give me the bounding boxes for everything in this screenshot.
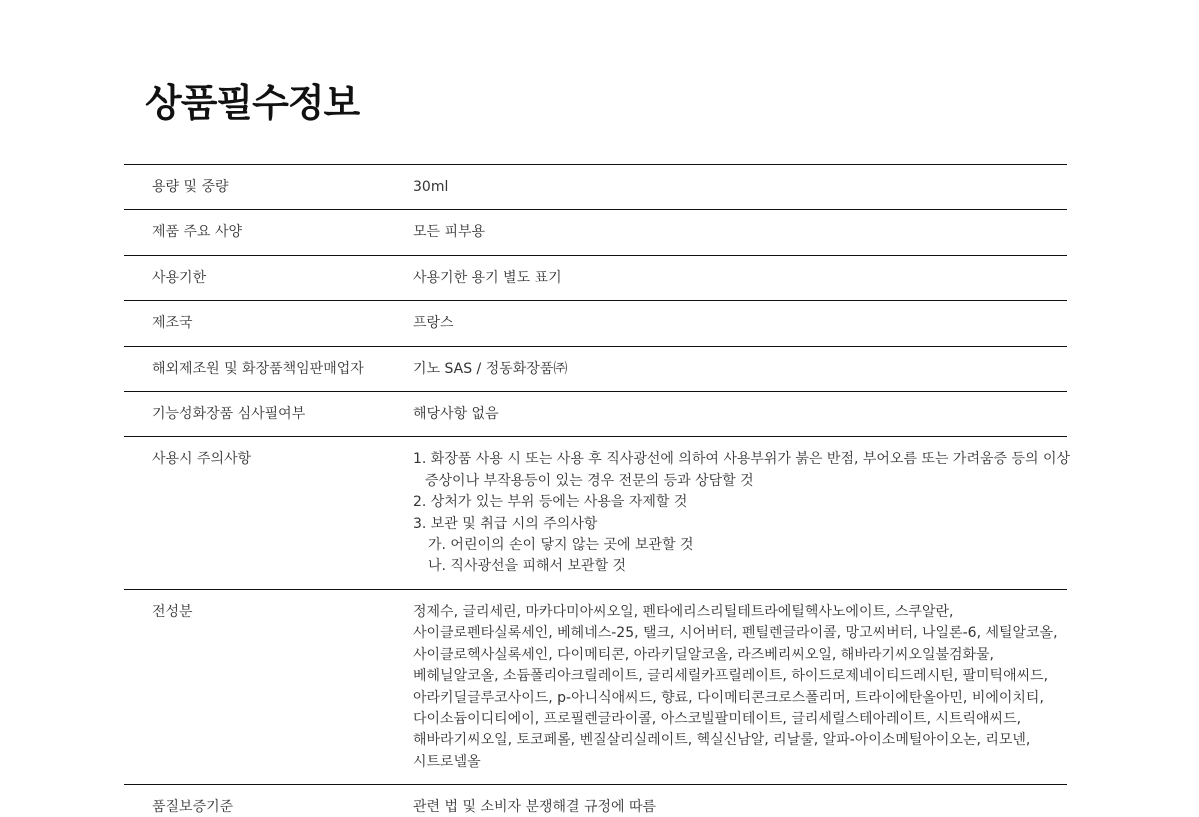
row-value-line: 사이클로헥사실록세인, 다이메티콘, 아라키딜알코올, 라즈베리씨오일, 해바라기씨오일불검화물, [413, 646, 995, 663]
row-value-line: 시트로넬올 [413, 753, 481, 770]
table-row [124, 301, 1067, 346]
row-value-line: 관련 법 및 소비자 분쟁해결 규정에 따름 [413, 799, 657, 816]
row-value [413, 313, 1067, 334]
row-value-line: 아라키딜글루코사이드, p-아니식애씨드, 향료, 다이메티콘크로스폴리머, 트라이에탄올아민, 비에이치티, [413, 689, 1044, 706]
row-value [413, 602, 1067, 773]
row-label: 해외제조원 및 화장품책임판매업자 [152, 360, 364, 377]
table-row [124, 210, 1067, 255]
row-label: 제조국 [152, 315, 193, 332]
row-value-line: 다이소듐이디티에이, 프로필렌글라이콜, 아스코빌팔미테이트, 글리세릴스테아레이트, 시트릭애씨드, [413, 710, 1022, 727]
product-info-table [124, 164, 1071, 817]
row-label: 전성분 [152, 603, 193, 620]
row-value-line: 해당사항 없음 [413, 406, 499, 423]
row-value-line: 베헤닐알코올, 소듐폴리아크릴레이트, 글리세릴카프릴레이트, 하이드로제네이티드레시틴, 팔미틱애씨드, [413, 668, 1049, 685]
row-value-line: 프랑스 [413, 315, 454, 332]
row-value-line: 3. 보관 및 취급 시의 주의사항 [413, 515, 598, 532]
row-label: 사용시 주의사항 [152, 451, 252, 468]
row-value-line: 해바라기씨오일, 토코페롤, 벤질살리실레이트, 헥실신남알, 리날룰, 알파-아이소메틸아이오논, 리모넨, [413, 732, 1031, 749]
row-value-line: 사용기한 용기 별도 표기 [413, 269, 562, 286]
row-value [413, 449, 1078, 577]
row-value-line: 30ml [413, 179, 449, 195]
row-value-line: 가. 어린이의 손이 닿지 않는 곳에 보관할 것 [428, 537, 694, 554]
row-value-line: 사이클로펜타실록세인, 베헤네스-25, 탤크, 시어버터, 펜틸렌글라이콜, 망고씨버터, 나일론-6, 세틸알코올, [413, 625, 1058, 642]
table-row [124, 392, 1067, 437]
row-value [413, 222, 1067, 243]
row-value [413, 797, 1067, 817]
row-value-line: 정제수, 글리세린, 마카다미아씨오일, 펜타에리스리틸테트라에틸헥사노에이트, 스쿠알란, [413, 603, 954, 620]
table-row [124, 165, 1067, 210]
table-row [124, 437, 1071, 589]
row-label: 용량 및 중량 [152, 179, 229, 195]
row-value-line: 2. 상처가 있는 부위 등에는 사용을 자제할 것 [413, 494, 688, 511]
row-value-line: 1. 화장품 사용 시 또는 사용 후 직사광선에 의하여 사용부위가 붉은 반점, 부어오름 또는 가려움증 등의 이상 [413, 451, 1071, 468]
table-row [124, 256, 1067, 301]
page-title: 상품필수정보 [145, 81, 360, 125]
row-label: 기능성화장품 심사필여부 [152, 406, 306, 423]
row-label: 사용기한 [152, 269, 207, 286]
row-value [413, 268, 1067, 289]
table-row [124, 590, 1067, 785]
row-value-line: 모든 피부용 [413, 224, 486, 241]
row-value [413, 177, 1067, 198]
row-value-line: 나. 직사광선을 피해서 보관할 것 [428, 558, 627, 575]
row-value [413, 359, 1067, 380]
row-label: 품질보증기준 [152, 799, 234, 816]
row-label: 제품 주요 사양 [152, 224, 243, 241]
row-value-line: 기노 SAS / 정동화장품㈜ [413, 360, 568, 377]
table-row [124, 347, 1067, 392]
table-row [124, 785, 1067, 817]
row-value-line: 증상이나 부작용등이 있는 경우 전문의 등과 상담할 것 [425, 472, 754, 489]
row-value [413, 404, 1067, 425]
